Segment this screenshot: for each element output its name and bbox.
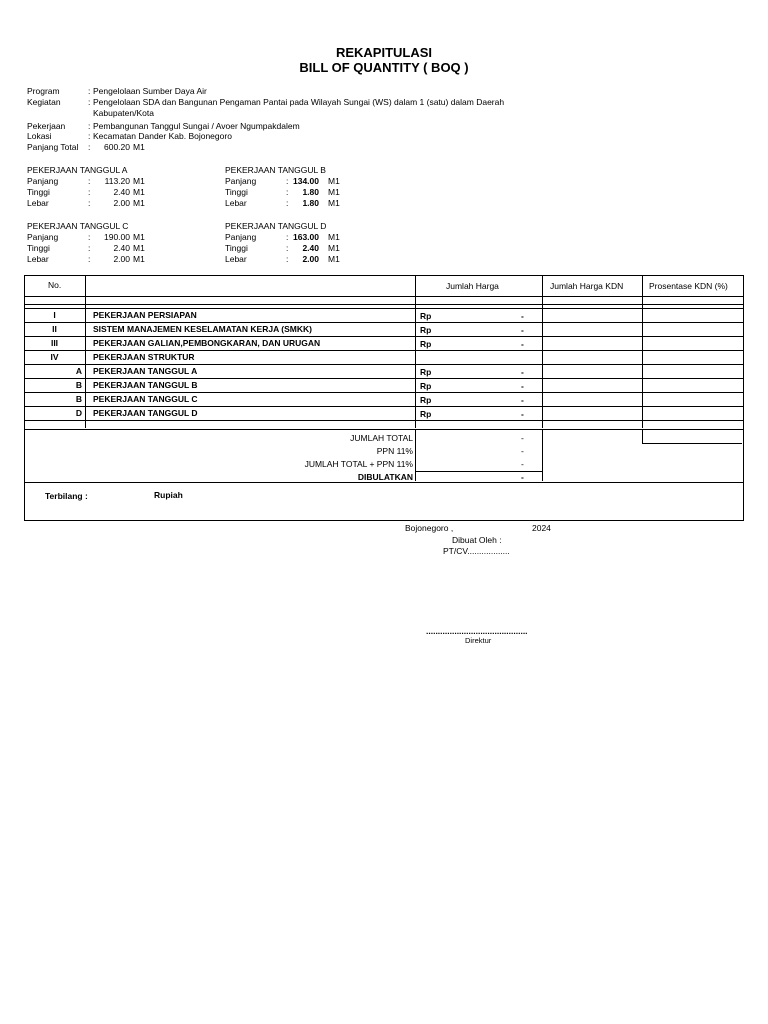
document-subtitle: BILL OF QUANTITY ( BOQ ) [299, 60, 469, 75]
dimension-colon: : [286, 176, 289, 186]
row-amount: - [521, 409, 524, 419]
table-rule [24, 350, 743, 351]
row-amount: - [521, 395, 524, 405]
dimension-value: 2.00 [113, 198, 130, 208]
row-currency: Rp [420, 311, 432, 321]
row-amount: - [521, 381, 524, 391]
signature-line: ........................................... [426, 626, 528, 636]
total-label: DIBULATKAN [357, 472, 413, 482]
section-title: PEKERJAAN TANGGUL A [27, 165, 128, 175]
dimension-label: Lebar [225, 254, 247, 264]
row-description: PEKERJAAN STRUKTUR [93, 352, 195, 362]
dimension-unit: M1 [328, 243, 340, 253]
total-value: - [521, 446, 524, 456]
table-rule [24, 364, 743, 365]
dimension-label: Panjang [225, 232, 257, 242]
row-currency: Rp [420, 339, 432, 349]
dimension-colon: : [88, 176, 91, 186]
signature-place: Bojonegoro , [405, 523, 454, 533]
dimension-value: 163.00 [293, 232, 319, 242]
dimension-colon: : [88, 243, 91, 253]
dimension-label: Panjang [27, 176, 59, 186]
dimension-colon: : [88, 198, 91, 208]
dimension-unit: M1 [133, 187, 145, 197]
row-description: PEKERJAAN TANGGUL A [93, 366, 198, 376]
row-number: D [75, 408, 82, 418]
terbilang-label: Terbilang : [45, 491, 88, 501]
row-description: SISTEM MANAJEMEN KESELAMATAN KERJA (SMKK) [93, 324, 312, 334]
totals-rule [642, 430, 643, 444]
total-value: - [521, 472, 524, 482]
signature-company: PT/CV.................. [443, 546, 510, 556]
dimension-value: 1.80 [302, 198, 319, 208]
dimension-colon: : [286, 232, 289, 242]
dimension-value: 190.00 [104, 232, 130, 242]
row-amount: - [521, 325, 524, 335]
table-rule [24, 406, 743, 407]
row-description: PEKERJAAN GALIAN,PEMBONGKARAN, DAN URUGAN [93, 338, 321, 348]
dimension-label: Tinggi [225, 243, 248, 253]
totals-rule [542, 430, 543, 481]
row-number: III [50, 338, 59, 348]
table-rule [24, 304, 743, 305]
table-rule [85, 297, 86, 428]
dimension-value: 2.40 [302, 243, 319, 253]
total-label: JUMLAH TOTAL + PPN 11% [304, 459, 413, 469]
row-currency: Rp [420, 395, 432, 405]
dimension-unit: M1 [133, 232, 145, 242]
header-jumlah-harga-kdn: Jumlah Harga KDN [550, 281, 624, 291]
section-title: PEKERJAAN TANGGUL C [27, 221, 129, 231]
dimension-colon: : [88, 232, 91, 242]
dimension-value: 2.40 [113, 187, 130, 197]
dimension-colon: : [286, 187, 289, 197]
dimension-value: 134.00 [293, 176, 319, 186]
row-number: I [53, 310, 56, 320]
total-value: - [521, 433, 524, 443]
dimension-label: Tinggi [225, 187, 248, 197]
signature-made-by: Dibuat Oleh : [452, 535, 502, 545]
header-no: No. [48, 280, 62, 290]
section-title: PEKERJAAN TANGGUL D [225, 221, 327, 231]
table-rule [24, 392, 743, 393]
dimension-value: 113.20 [104, 176, 130, 186]
row-amount: - [521, 367, 524, 377]
dimension-colon: : [88, 254, 91, 264]
dimension-unit: M1 [133, 198, 145, 208]
total-value: - [521, 459, 524, 469]
row-description: PEKERJAAN PERSIAPAN [93, 310, 197, 320]
dimension-unit: M1 [133, 176, 145, 186]
row-amount: - [521, 311, 524, 321]
dimension-unit: M1 [133, 243, 145, 253]
dimension-value: 2.00 [113, 254, 130, 264]
terbilang-value: Rupiah [154, 490, 183, 500]
dimension-label: Tinggi [27, 243, 50, 253]
dimension-unit: M1 [328, 187, 340, 197]
signature-year: 2024 [532, 523, 551, 533]
dimension-colon: : [286, 243, 289, 253]
document-title: REKAPITULASI [335, 45, 433, 60]
table-rule [24, 420, 743, 421]
row-description: PEKERJAAN TANGGUL C [93, 394, 198, 404]
dimension-label: Lebar [27, 198, 49, 208]
row-currency: Rp [420, 381, 432, 391]
row-description: PEKERJAAN TANGGUL D [93, 408, 198, 418]
row-number: B [75, 394, 82, 404]
dimension-label: Panjang [225, 176, 257, 186]
row-number: B [75, 380, 82, 390]
dimension-unit: M1 [328, 176, 340, 186]
row-number: II [52, 324, 57, 334]
terbilang-frame [24, 482, 744, 521]
row-number: IV [50, 352, 59, 362]
dimension-label: Tinggi [27, 187, 50, 197]
dimension-value: 2.40 [113, 243, 130, 253]
row-currency: Rp [420, 325, 432, 335]
dimension-unit: M1 [133, 254, 145, 264]
dimension-unit: M1 [328, 198, 340, 208]
totals-rule [415, 430, 416, 481]
table-rule [24, 336, 743, 337]
row-currency: Rp [420, 367, 432, 377]
dimension-unit: M1 [328, 232, 340, 242]
dimension-label: Lebar [27, 254, 49, 264]
dimension-colon: : [286, 254, 289, 264]
signature-role: Direktur [465, 636, 492, 645]
table-rule [415, 297, 416, 428]
totals-rule [642, 443, 742, 444]
dimension-label: Lebar [225, 198, 247, 208]
section-title: PEKERJAAN TANGGUL B [225, 165, 326, 175]
table-rule [642, 297, 643, 428]
dimension-unit: M1 [328, 254, 340, 264]
row-description: PEKERJAAN TANGGUL B [93, 380, 198, 390]
row-currency: Rp [420, 409, 432, 419]
table-rule [542, 297, 543, 428]
total-label: JUMLAH TOTAL [350, 433, 413, 443]
dimension-colon: : [286, 198, 289, 208]
row-amount: - [521, 339, 524, 349]
header-jumlah-harga: Jumlah Harga [446, 281, 499, 291]
table-rule [24, 308, 743, 309]
table-rule [24, 322, 743, 323]
total-label: PPN 11% [376, 446, 413, 456]
dimension-label: Panjang [27, 232, 59, 242]
table-rule [24, 378, 743, 379]
header-prosentase-kdn: Prosentase KDN (%) [649, 281, 728, 291]
row-number: A [75, 366, 82, 376]
dimension-colon: : [88, 187, 91, 197]
dimension-value: 2.00 [302, 254, 319, 264]
dimension-value: 1.80 [302, 187, 319, 197]
